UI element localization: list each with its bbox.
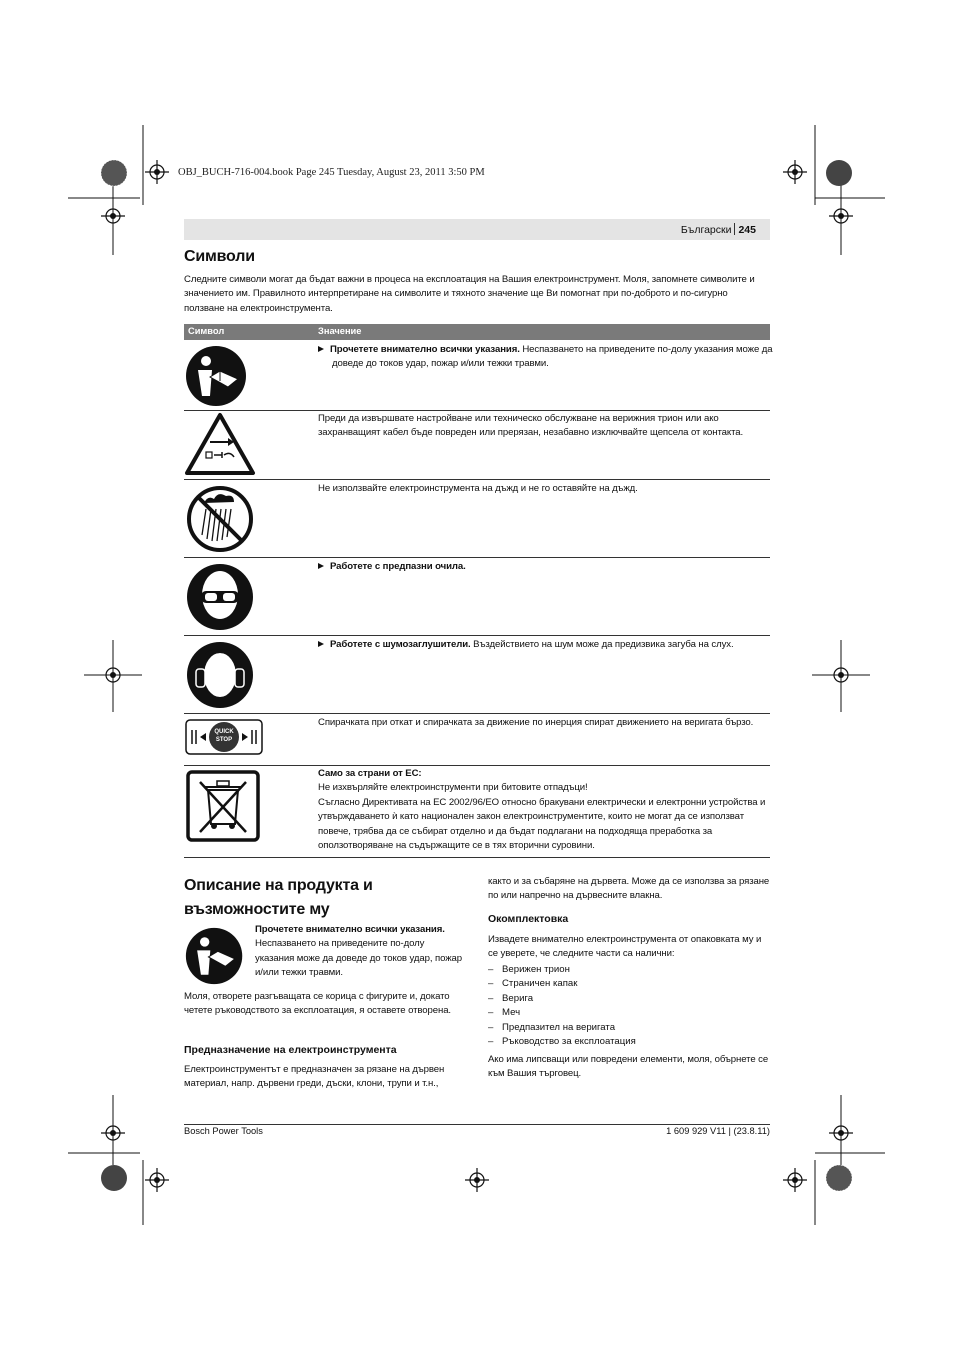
list-item: – Страничен капак	[488, 977, 770, 991]
col-meaning: Значение	[318, 326, 362, 336]
book-info-line: OBJ_BUCH-716-004.book Page 245 Tuesday, August 23, 2011 3:50 PM	[178, 167, 485, 178]
ear-protection-icon	[184, 639, 254, 714]
list-item: – Ръководство за експлоатация	[488, 1035, 770, 1049]
header-page-number: 245	[738, 224, 756, 236]
intended-use-continued: както и за събаряне на дървета. Може да се използва за рязане по или напречно на дървесните влакна.	[488, 876, 770, 902]
symbol-meaning-4: Работете с предпазни очила.	[318, 560, 784, 574]
quick-label: QUICK	[214, 729, 234, 735]
unplug-warning-icon	[184, 412, 254, 481]
symbol-meaning-3: Не използвайте електроинструмента на дъжд и не го оставяйте на дъжд.	[318, 483, 638, 494]
crossed-bin-icon	[184, 770, 254, 847]
symbols-intro: Следните символи могат да бъдат важни в процеса на експлоатация на Вашия електроинструмент. Моля, запомнете символите и значението им. Правилното интерпретиране на символите и тяхното значение ще Ви помогнат при по-доброто и по-сигурно ползване на електроинструмента.	[184, 274, 755, 314]
symbols-table-header	[184, 324, 770, 340]
header-language: Български	[680, 224, 732, 236]
row-divider	[184, 410, 770, 411]
list-item: – Верига	[488, 992, 770, 1006]
page-header	[184, 219, 770, 240]
row-divider	[184, 857, 770, 858]
read-manual-icon	[184, 925, 246, 992]
symbols-title: Символи	[184, 248, 255, 265]
intended-use-text: Електроинструментът е предназначен за рязане на дървен материал, напр. дървени греди, дъски, клони, трупи и т.н.,	[184, 1064, 445, 1090]
symbol-meaning-5: Работете с шумозаглушители. Въздействието на шум може да предизвика загуба на слух.	[318, 638, 784, 652]
intended-use-title: Предназначение на електроинструмента	[184, 1044, 397, 1056]
safety-goggles-icon	[184, 561, 254, 636]
scope-intro: Извадете внимателно електроинструмента от опаковката му и се уверете, че следните части са налични:	[488, 934, 762, 960]
col-symbol: Символ	[188, 326, 225, 336]
row-divider	[184, 713, 770, 714]
stop-label: STOP	[215, 737, 233, 743]
scope-title: Окомплектовка	[488, 913, 569, 925]
scope-list	[488, 963, 770, 1049]
symbol-meaning-2: Преди да извършвате настройване или техническо обслужване на верижния трион или ако захранващият кабел бъде повреден или прерязан, незабавно изключвайте щепсела от контакта.	[318, 413, 744, 439]
list-item: – Предпазител на веригата	[488, 1021, 770, 1035]
scope-outro: Ако има липсващи или повредени елементи, моля, обърнете се към Вашия търговец.	[488, 1054, 769, 1080]
row-divider	[184, 479, 770, 480]
symbol-meaning-7: Само за страни от ЕС: Не изхвърляйте електроинструменти при битовите отпадъци! Съгласно Директивата на ЕС 2002/96/ЕО относно бракувани електрически и електронни устройства и утвърждаването ѝ като национален закон електроинструментите, които не могат да се използват повече, трябва да се събират отделно и да бъдат подлагани на подходяща преработка за оползотворяване на съдържащите се в тях вторични суровини.	[318, 768, 766, 852]
product-warning: Прочетете внимателно всички указания. Неспазването на приведените по-долу указания може да доведе до токов удар, пожар и/или тежки травми.	[255, 924, 462, 978]
list-item: – Меч	[488, 1006, 770, 1020]
row-divider	[184, 765, 770, 766]
footer-divider	[184, 1124, 770, 1125]
row-divider	[184, 557, 770, 558]
footer-doc-number: 1 609 929 V11 | (23.8.11)	[666, 1126, 770, 1136]
symbol-meaning-6: Спирачката при откат и спирачката за движение по инерция спират движението на веригата бързо.	[318, 717, 754, 728]
fold-out-note: Моля, отворете разгъващата се корица с фигурите и, докато четете ръководството за експлоатация, я оставете отворена.	[184, 991, 452, 1017]
row-divider	[184, 635, 770, 636]
footer-brand: Bosch Power Tools	[184, 1126, 263, 1136]
list-item: – Верижен трион	[488, 963, 770, 977]
symbol-meaning-1: Прочетете внимателно всички указания. Неспазването на приведените по-долу указания може да доведе до токов удар, пожар и/или тежки травми.	[318, 343, 784, 372]
no-rain-icon	[184, 483, 254, 558]
read-manual-icon	[184, 344, 254, 413]
product-title: Описание на продукта и възможностите му	[184, 877, 373, 918]
